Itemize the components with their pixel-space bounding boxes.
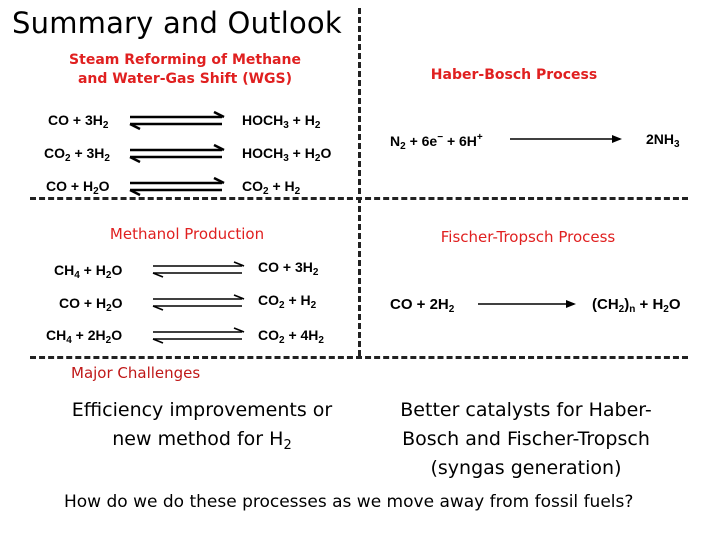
meoh-reaction-1-left: $CH_4 + H_2O$: [54, 262, 123, 281]
methanol-title: Methanol Production: [109, 225, 265, 243]
fischer-tropsch-products: $(CH_2)_n + H_2O$: [592, 296, 681, 315]
challenges-title: Major Challenges: [71, 364, 201, 382]
meoh-reaction-2-left: CO + $H_2O$: [59, 295, 123, 314]
sr-reaction-2-left: $CO_2 + 3H_2$: [44, 145, 110, 164]
challenge-catalysts-line1: Better catalysts for Haber-: [400, 399, 652, 421]
equilibrium-arrow-meoh-1: [153, 262, 244, 277]
forward-arrow-haber-bosch: [510, 135, 622, 143]
forward-arrow-fischer-tropsch: [478, 300, 576, 308]
equilibrium-arrow-meoh-2: [153, 295, 244, 310]
sr-reaction-3-left: CO + $H_2O$: [46, 178, 110, 197]
challenge-hydrogen-line1: Efficiency improvements or: [71, 399, 333, 421]
equilibrium-arrow-sr-1: [130, 112, 224, 129]
sr-reaction-1-left: CO + $3H_2$: [48, 112, 109, 131]
steam-reforming-title: [40, 51, 330, 89]
challenge-catalysts: [376, 396, 676, 483]
sr-reaction-3-right: $CO_2 + H_2$: [242, 178, 301, 197]
sr-reaction-2-right: $HOCH_3 + H_2O$: [242, 145, 332, 164]
meoh-reaction-1-right: CO + $3H_2$: [258, 259, 319, 278]
sr-reaction-1-right: $HOCH_3 + H_2$: [242, 112, 321, 131]
meoh-reaction-3-left: $CH_4 + 2H_2O$: [46, 327, 123, 346]
equilibrium-arrow-sr-2: [130, 145, 224, 162]
haber-bosch-title: Haber-Bosch Process: [430, 67, 598, 83]
fischer-tropsch-title: Fischer-Tropsch Process: [440, 228, 616, 246]
equilibrium-arrow-sr-3: [130, 178, 224, 195]
slide-title: Summary and Outlook: [12, 6, 342, 40]
steam-reforming-title-line2: and Water-Gas Shift (WGS): [77, 71, 293, 87]
fischer-tropsch-reactants: CO + $2H_2$: [390, 296, 455, 315]
challenge-hydrogen-line2: new method for $H_2$: [112, 428, 292, 453]
equilibrium-arrow-meoh-3: [153, 328, 244, 343]
steam-reforming-title-line1: Steam Reforming of Methane: [69, 52, 301, 68]
haber-bosch-reactants: $N_2 + 6e^- + 6H^+$: [390, 132, 483, 152]
challenge-catalysts-line2: Bosch and Fischer-Tropsch: [402, 428, 650, 450]
meoh-reaction-2-right: $CO_2 + H_2$: [258, 292, 317, 311]
outlook-question: How do we do these processes as we move away from fossil fuels?: [64, 492, 634, 512]
meoh-reaction-3-right: $CO_2 + 4H_2$: [258, 327, 324, 346]
challenge-catalysts-line3: (syngas generation): [430, 457, 622, 479]
haber-bosch-product: $2NH_3$: [646, 131, 680, 150]
challenge-hydrogen: [44, 396, 360, 454]
